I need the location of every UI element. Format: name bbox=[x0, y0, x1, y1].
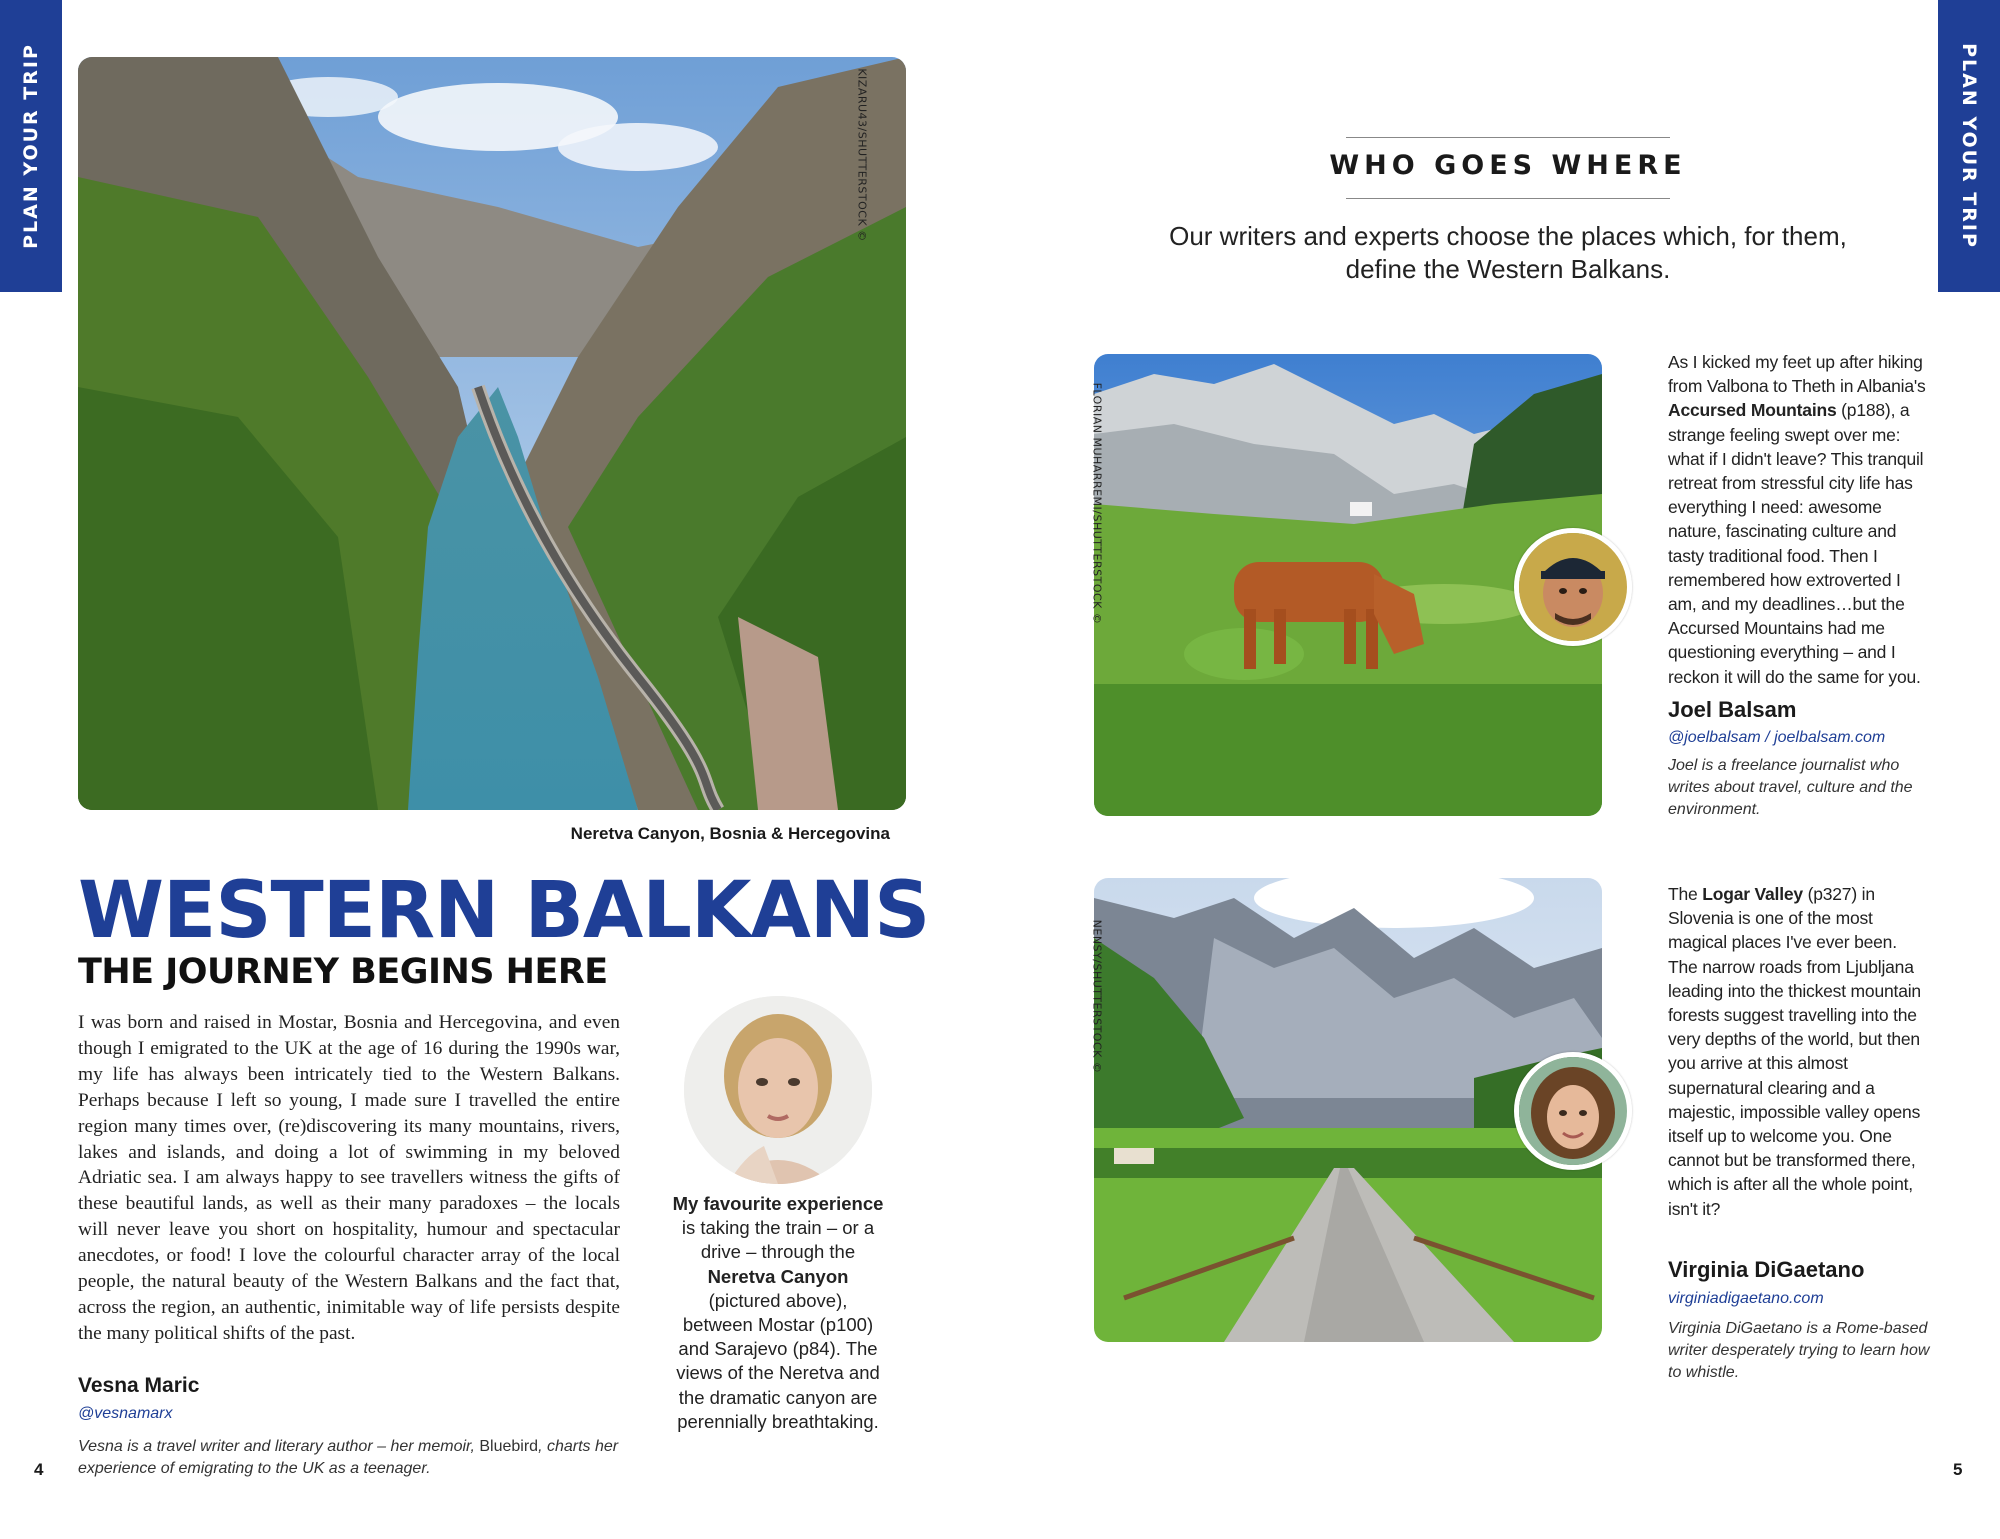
writer-story-text: As I kicked my feet up after hiking from Valbona to Theth in Albania's bbox=[1668, 352, 1926, 397]
page-title: WESTERN BALKANS bbox=[78, 866, 930, 956]
author-bio-text: Vesna is a travel writer and literary author – her memoir, bbox=[78, 1438, 480, 1455]
photo-credit: NENSY/SHUTTERSTOCK © bbox=[1090, 919, 1104, 1074]
favourite-text: (pictured above), between Mostar (p100) and Sarajevo (p84). The views of the Neretva and the dramatic canyon are perennially breathtaking. bbox=[676, 1289, 880, 1432]
writer-handle[interactable]: @joelbalsam / joelbalsam.com bbox=[1668, 729, 1886, 746]
photo-caption: Neretva Canyon, Bosnia & Hercegovina bbox=[570, 824, 890, 843]
favourite-experience bbox=[672, 1192, 884, 1434]
favourite-bold: Neretva Canyon bbox=[707, 1265, 849, 1287]
writer-story bbox=[1668, 350, 1930, 689]
writer-handle[interactable]: virginiadigaetano.com bbox=[1668, 1290, 1824, 1307]
writer-bio: Virginia DiGaetano is a Rome-based writer desperately trying to learn how to whistle. bbox=[1668, 1320, 1930, 1381]
photo-credit: KIZARU43/SHUTTERSTOCK © bbox=[855, 68, 869, 242]
side-tab-left bbox=[0, 0, 62, 292]
writer-story-text: (p327) in Slovenia is one of the most magical places I've ever been. The narrow roads from Ljubljana leading into the thickest mountain forests suggest travelling into the very depths of the world, but then you arrive at this almost supernatural clearing and a majestic, impossible valley opens itself up to welcome you. One cannot but be transformed there, which is after all the whole point, isn't it? bbox=[1668, 884, 1921, 1219]
writer-story-text: The bbox=[1668, 884, 1703, 904]
writer-name: Joel Balsam bbox=[1668, 697, 1797, 722]
author-name: Vesna Maric bbox=[78, 1374, 200, 1397]
page-number-right: 5 bbox=[1953, 1460, 1963, 1479]
side-tab-right bbox=[1938, 0, 2000, 292]
intro-paragraph: I was born and raised in Mostar, Bosnia and Hercegovina, and even though I emigrated to the UK at the age of 16 during the 1990s war, my life has always been intricately tied to the Western Balkans. Perhaps because I left so young, I made sure I travelled the entire region many times over, (re)discovering its many mountains, rivers, lakes and islands, and doing a lot of swimming in my beloved Adriatic sea. I am always happy to see travellers witness the gifts of these beautiful lands, as well as their many paradoxes – the locals will never leave you short on hospitality, humour and spectacular anecdotes, or food! I love the colourful character array of the local people, the natural beauty of the Western Balkans and the fact that, across the region, an authentic, inimitable way of life persists despite the many political shifts of the past. bbox=[78, 1012, 620, 1344]
author-portrait bbox=[684, 996, 872, 1184]
page-subtitle: THE JOURNEY BEGINS HERE bbox=[78, 952, 608, 992]
section-heading: WHO GOES WHERE bbox=[1329, 150, 1687, 181]
section-intro: Our writers and experts choose the places which, for them, define the Western Balkans. bbox=[1169, 221, 1847, 284]
divider bbox=[1346, 137, 1670, 138]
page-number-left: 4 bbox=[34, 1460, 44, 1479]
writer-story-bold: Accursed Mountains bbox=[1668, 400, 1837, 421]
writer-avatar bbox=[1514, 1052, 1632, 1170]
favourite-text: is taking the train – or a drive – through the bbox=[681, 1217, 875, 1263]
neretva-canyon-photo bbox=[78, 57, 906, 810]
author-bio-book: Bluebird bbox=[479, 1438, 539, 1455]
writer-story-bold: Logar Valley bbox=[1702, 884, 1803, 904]
author-handle[interactable]: @vesnamarx bbox=[78, 1405, 173, 1422]
author-bio bbox=[78, 1436, 638, 1480]
writer-avatar bbox=[1514, 528, 1632, 646]
favourite-bold: My favourite experience bbox=[672, 1193, 884, 1214]
writer-story bbox=[1668, 882, 1930, 1221]
writer-story-text: (p188), a strange feeling swept over me: what if I didn't leave? This tranquil retreat from stressful city life has everything I need: awesome nature, fascinating culture and tasty traditional food. Then I remembered how extroverted I am, and my deadlines…but the Accursed Mountains had me questioning everything – and I reckon it will do the same for you. bbox=[1668, 400, 1924, 687]
writer-bio: Joel is a freelance journalist who writes about travel, culture and the environment. bbox=[1668, 757, 1913, 818]
side-tab-label: PLAN YOUR TRIP bbox=[20, 43, 42, 249]
divider bbox=[1346, 198, 1670, 199]
writer-name: Virginia DiGaetano bbox=[1668, 1257, 1865, 1282]
photo-credit: FLORIAN MUHARREMI/SHUTTERSTOCK © bbox=[1090, 382, 1104, 625]
side-tab-label: PLAN YOUR TRIP bbox=[1958, 43, 1980, 249]
author-bio-text: , charts her experience of emigrating to the UK as a teenager. bbox=[78, 1438, 619, 1477]
